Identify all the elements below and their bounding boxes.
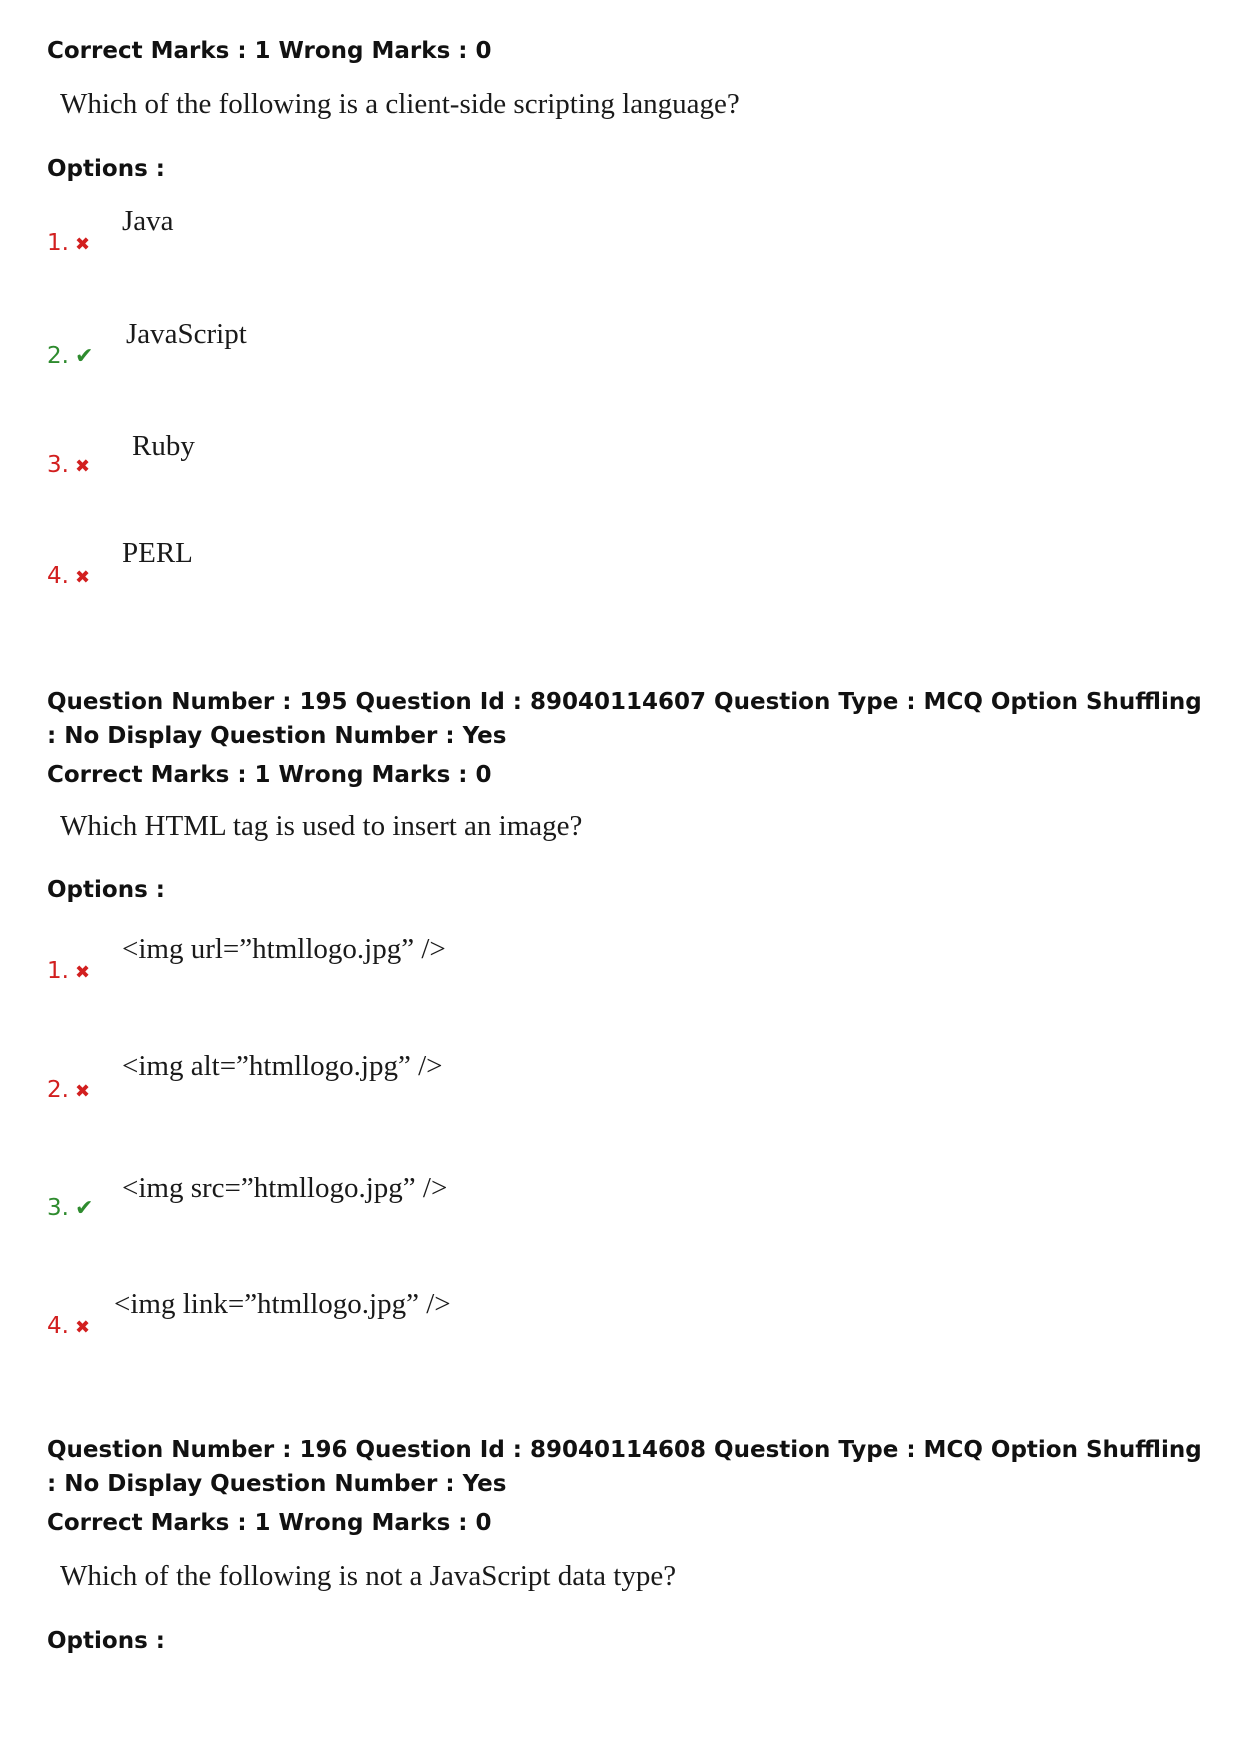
option-text-1-1: Java bbox=[122, 205, 174, 237]
option-1-2 bbox=[47, 343, 93, 369]
question-text-1: Which of the following is a client-side scripting language? bbox=[60, 88, 740, 120]
question-text-196: Which of the following is not a JavaScript data type? bbox=[60, 1560, 677, 1592]
correct-marks-196: Correct Marks : 1 Wrong Marks : 0 bbox=[47, 1510, 492, 1536]
cross-icon: ✖ bbox=[74, 234, 91, 255]
cross-icon: ✖ bbox=[74, 1081, 91, 1102]
options-label-196: Options : bbox=[47, 1628, 165, 1654]
options-label-1: Options : bbox=[47, 156, 165, 182]
option-1-4 bbox=[47, 563, 90, 589]
option-number: 2. bbox=[47, 343, 69, 369]
question-header-195: Question Number : 195 Question Id : 89040114607 Question Type : MCQ Option Shuffling : No Display Question Number : Yes bbox=[47, 689, 1202, 749]
option-number: 4. bbox=[47, 1313, 69, 1339]
option-number: 3. bbox=[47, 452, 69, 478]
option-text-195-2: <img alt=”htmllogo.jpg” /> bbox=[122, 1050, 443, 1082]
correct-marks-1: Correct Marks : 1 Wrong Marks : 0 bbox=[47, 38, 492, 64]
cross-icon: ✖ bbox=[74, 1317, 91, 1338]
option-number: 1. bbox=[47, 958, 69, 984]
option-1-1 bbox=[47, 230, 90, 256]
check-icon: ✔ bbox=[74, 344, 94, 369]
cross-icon: ✖ bbox=[74, 456, 91, 477]
option-text-195-4: <img link=”htmllogo.jpg” /> bbox=[114, 1288, 451, 1320]
option-195-4 bbox=[47, 1313, 90, 1339]
correct-marks-195: Correct Marks : 1 Wrong Marks : 0 bbox=[47, 762, 492, 788]
option-text-195-1: <img url=”htmllogo.jpg” /> bbox=[122, 933, 446, 965]
option-text-1-4: PERL bbox=[122, 537, 193, 569]
option-number: 4. bbox=[47, 563, 69, 589]
cross-icon: ✖ bbox=[74, 962, 91, 983]
option-number: 1. bbox=[47, 230, 69, 256]
option-195-1 bbox=[47, 958, 90, 984]
question-header-196: Question Number : 196 Question Id : 89040114608 Question Type : MCQ Option Shuffling : No Display Question Number : Yes bbox=[47, 1437, 1202, 1497]
question-text-195: Which HTML tag is used to insert an image? bbox=[60, 810, 583, 842]
option-195-3 bbox=[47, 1195, 93, 1221]
option-text-195-3: <img src=”htmllogo.jpg” /> bbox=[122, 1172, 448, 1204]
option-text-1-3: Ruby bbox=[132, 430, 195, 462]
option-text-1-2: JavaScript bbox=[126, 318, 247, 350]
check-icon: ✔ bbox=[74, 1196, 94, 1221]
option-number: 3. bbox=[47, 1195, 69, 1221]
option-number: 2. bbox=[47, 1077, 69, 1103]
option-1-3 bbox=[47, 452, 90, 478]
options-label-195: Options : bbox=[47, 877, 165, 903]
option-195-2 bbox=[47, 1077, 90, 1103]
cross-icon: ✖ bbox=[74, 567, 91, 588]
